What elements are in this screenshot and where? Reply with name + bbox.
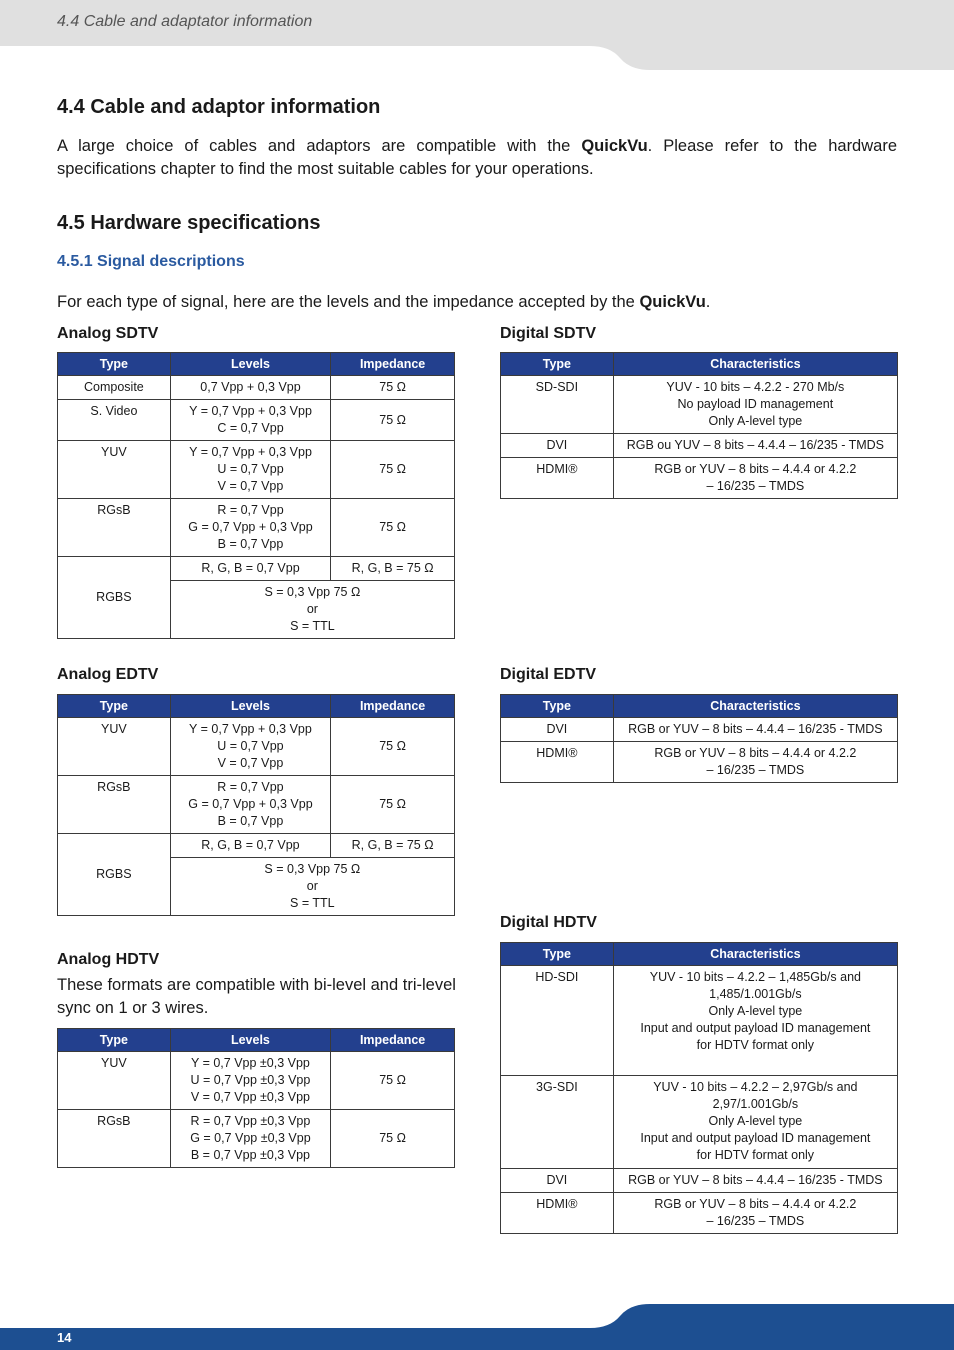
cell-type: Composite [58,376,171,400]
char-line: – 16/235 – TMDS [706,479,805,493]
cell-characteristics [613,742,897,783]
char-line: – 16/235 – TMDS [706,763,805,777]
char-line: RGB or YUV – 8 bits – 4.4.4 or 4.2.2 [654,746,857,760]
char-line: Only A-level type [708,414,803,428]
footer-shape [0,1304,954,1350]
brand-name: QuickVu [639,293,706,311]
cell-levels [170,441,330,499]
col-header-impedance: Impedance [331,695,455,718]
table-row [58,441,455,499]
analog-hdtv-table [57,1028,455,1168]
cell-levels [170,499,330,557]
cell-characteristics [613,1193,897,1234]
digital-hdtv-table [500,942,898,1234]
cell-type: YUV [58,1052,171,1110]
cell-type: RGBS [58,834,171,916]
char-line: for HDTV format only [696,1148,815,1162]
page-footer [0,1304,954,1350]
char-line: RGB or YUV – 8 bits – 4.4.4 or 4.2.2 [654,462,857,476]
cell-type: RGsB [58,776,171,834]
table-row [501,742,898,783]
col-header-type: Type [58,695,171,718]
col-header-type: Type [501,695,614,718]
analog-sdtv-title: Analog SDTV [57,325,159,342]
table-row [501,1193,898,1234]
table-row [58,1110,455,1168]
table-header-row [58,353,455,376]
col-header-type: Type [501,353,614,376]
col-header-characteristics: Characteristics [613,943,897,966]
paragraph-text: For each type of signal, here are the levels and the impedance accepted by the [57,293,640,311]
digital-edtv-table [500,694,898,783]
char-line: YUV - 10 bits – 4.2.2 – 1,485Gb/s and [649,970,861,984]
sync-line: or [306,879,318,893]
table-row [501,966,898,1076]
table-row [58,499,455,557]
analog-edtv-title: Analog EDTV [57,666,159,683]
col-header-type: Type [58,1029,171,1052]
cell-characteristics [613,376,897,434]
cell-type: RGsB [58,1110,171,1168]
col-header-impedance: Impedance [331,1029,455,1052]
col-header-levels: Levels [170,353,330,376]
cell-type: DVI [501,718,614,742]
table-header-row [501,353,898,376]
header-shape [0,0,954,70]
cell-type: DVI [501,1169,614,1193]
col-header-levels: Levels [170,1029,331,1052]
level-line: G = 0,7 Vpp ±0,3 Vpp [190,1131,311,1145]
cell-levels [170,400,330,441]
cell-impedance: 75 Ω [331,718,455,776]
analog-edtv-table [57,694,455,916]
level-line: C = 0,7 Vpp [217,421,284,435]
char-line: Only A-level type [708,1004,803,1018]
level-line: G = 0,7 Vpp + 0,3 Vpp [188,797,313,811]
col-header-characteristics: Characteristics [613,353,897,376]
char-line: RGB or YUV – 8 bits – 4.4.4 or 4.2.2 [654,1197,857,1211]
digital-sdtv-title: Digital SDTV [500,325,597,342]
cell-characteristics [613,1076,897,1169]
cell-impedance: 75 Ω [331,776,455,834]
cell-type: HD-SDI [501,966,614,1076]
sync-line: or [306,602,318,616]
table-header-row [501,943,898,966]
sync-line: S = TTL [290,619,335,633]
table-row [58,400,455,441]
section-4-4-paragraph [57,135,897,181]
level-line: Y = 0,7 Vpp + 0,3 Vpp [189,722,312,736]
char-line: 2,97/1.001Gb/s [712,1097,799,1111]
table-row [501,458,898,499]
cell-type: YUV [58,441,171,499]
cell-impedance: 75 Ω [331,376,455,400]
table-row [501,1169,898,1193]
char-line: Input and output payload ID management [640,1021,871,1035]
analog-hdtv-title: Analog HDTV [57,951,160,968]
cell-impedance: 75 Ω [331,499,455,557]
char-line: YUV - 10 bits – 4.2.2 – 2,97Gb/s and [653,1080,858,1094]
level-line: V = 0,7 Vpp ±0,3 Vpp [190,1090,310,1104]
level-line: R = 0,7 Vpp [217,503,284,517]
level-line: B = 0,7 Vpp ±0,3 Vpp [190,1148,310,1162]
col-header-characteristics: Characteristics [613,695,897,718]
sync-line: S = 0,3 Vpp 75 Ω [264,585,361,599]
table-row [501,434,898,458]
cell-type: RGBS [58,557,171,639]
table-row [501,1076,898,1169]
cell-characteristics: RGB or YUV – 8 bits – 4.4.4 – 16/235 - TMDS [613,718,897,742]
col-header-impedance: Impedance [331,353,455,376]
level-line: U = 0,7 Vpp ±0,3 Vpp [190,1073,311,1087]
cell-sync [170,858,454,916]
char-line: – 16/235 – TMDS [706,1214,805,1228]
char-line: Input and output payload ID management [640,1131,871,1145]
level-line: Y = 0,7 Vpp ±0,3 Vpp [191,1056,310,1070]
section-4-5-1-title: 4.5.1 Signal descriptions [57,253,245,270]
table-row [58,776,455,834]
cell-levels [170,1110,331,1168]
level-line: R = 0,7 Vpp [217,780,284,794]
table-header-row [501,695,898,718]
analog-sdtv-table [57,352,455,639]
digital-hdtv-title: Digital HDTV [500,914,597,931]
sync-line: S = 0,3 Vpp 75 Ω [264,862,361,876]
col-header-levels: Levels [170,695,331,718]
char-line: Only A-level type [708,1114,803,1128]
cell-type: DVI [501,434,614,458]
char-line: 1,485/1.001Gb/s [709,987,802,1001]
cell-impedance: R, G, B = 75 Ω [331,834,455,858]
cell-characteristics [613,458,897,499]
level-line: V = 0,7 Vpp [217,479,284,493]
header-section-title: 4.4 Cable and adaptator information [57,13,313,30]
table-row [58,1052,455,1110]
char-line: for HDTV format only [696,1038,815,1052]
table-row [58,834,455,858]
cell-levels: 0,7 Vpp + 0,3 Vpp [170,376,330,400]
cell-type: HDMI® [501,458,614,499]
cell-characteristics: RGB or YUV – 8 bits – 4.4.4 – 16/235 - TMDS [613,1169,897,1193]
table-header-row [58,695,455,718]
cell-characteristics: RGB ou YUV – 8 bits – 4.4.4 – 16/235 - TMDS [613,434,897,458]
paragraph-text: . [705,293,711,311]
digital-sdtv-table [500,352,898,499]
table-header-row [58,1029,455,1052]
level-line: U = 0,7 Vpp [217,462,284,476]
cell-levels [170,776,331,834]
cell-sync [170,581,454,639]
page-number: 14 [57,1330,72,1345]
sync-line: S = TTL [290,896,335,910]
char-line: YUV - 10 bits – 4.2.2 - 270 Mb/s [666,380,845,394]
cell-type: HDMI® [501,742,614,783]
page-header [0,0,954,70]
col-header-type: Type [501,943,614,966]
table-row [58,376,455,400]
cell-impedance: R, G, B = 75 Ω [331,557,455,581]
paragraph-text: . Please refer to the hardware specifications chapter to find the most suitable cables for your operations. [57,137,897,178]
digital-edtv-title: Digital EDTV [500,666,597,683]
cell-type: 3G-SDI [501,1076,614,1169]
cell-type: RGsB [58,499,171,557]
table-row [501,718,898,742]
cell-impedance: 75 Ω [331,1052,455,1110]
section-4-4-title: 4.4 Cable and adaptor information [57,96,381,118]
level-line: R = 0,7 Vpp ±0,3 Vpp [190,1114,311,1128]
analog-hdtv-description: These formats are compatible with bi-level and tri-level sync on 1 or 3 wires. [57,976,456,1017]
paragraph-text: A large choice of cables and adaptors are compatible with the [57,137,582,155]
col-header-type: Type [58,353,171,376]
cell-type: SD-SDI [501,376,614,434]
char-line: No payload ID management [677,397,834,411]
cell-type: S. Video [58,400,171,441]
cell-impedance: 75 Ω [331,400,455,441]
cell-levels [170,718,331,776]
level-line: Y = 0,7 Vpp + 0,3 Vpp [189,404,312,418]
level-line: B = 0,7 Vpp [217,814,284,828]
level-line: Y = 0,7 Vpp + 0,3 Vpp [189,445,312,459]
level-line: G = 0,7 Vpp + 0,3 Vpp [188,520,313,534]
table-row [58,557,455,581]
cell-levels: R, G, B = 0,7 Vpp [170,834,331,858]
cell-type: YUV [58,718,171,776]
cell-levels [170,1052,331,1110]
brand-name: QuickVu [581,137,648,155]
table-row [501,376,898,434]
cell-type: HDMI® [501,1193,614,1234]
level-line: V = 0,7 Vpp [217,756,284,770]
cell-levels: R, G, B = 0,7 Vpp [170,557,330,581]
cell-characteristics [613,966,897,1076]
cell-impedance: 75 Ω [331,441,455,499]
section-4-5-title: 4.5 Hardware specifications [57,212,321,234]
level-line: U = 0,7 Vpp [217,739,284,753]
cell-impedance: 75 Ω [331,1110,455,1168]
level-line: B = 0,7 Vpp [217,537,284,551]
section-4-5-1-paragraph [57,291,897,314]
table-row [58,718,455,776]
